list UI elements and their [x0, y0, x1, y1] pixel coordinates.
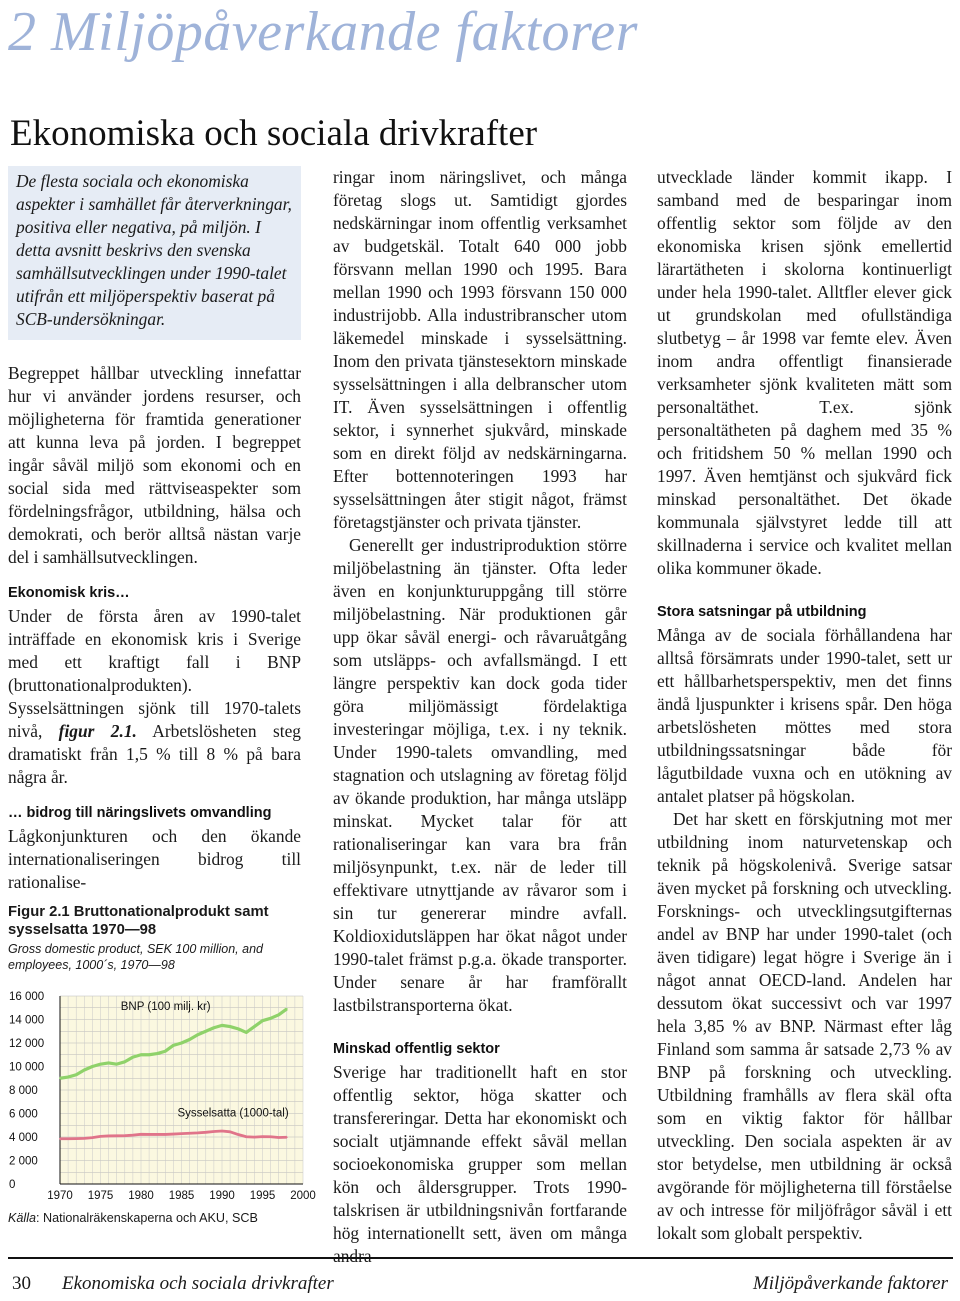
data-point	[124, 1061, 126, 1063]
data-point	[116, 1063, 118, 1065]
data-point	[140, 1054, 142, 1056]
data-point	[148, 1054, 150, 1056]
data-point	[132, 1134, 134, 1136]
subheading-ekonomisk-kris: Ekonomisk kris…	[8, 585, 130, 601]
data-point	[83, 1138, 85, 1140]
data-point	[245, 1032, 247, 1034]
data-point	[100, 1063, 102, 1065]
paragraph-rationalisering: ringar inom näringslivet, och många företag slogs ut. Samtidigt gjordes nedskärningar inom offentlig verksamhet av budgetskäl. Totalt 640 000 jobb försvann mellan 1990 och 1995. Bara mellan 1990 och 1993 försvann 150 000 industrijobb. Alla industribranscher utom läkemedel minskade i sysselsättning. Inom den privata tjänstesektorn minskade sysselsättningen i alla delbranscher utom IT. Även sysselsättningen i offentlig sektor, i synnerhet sjukvård, minskade som en direkt följd av nedskärningarna. Efter bottennoteringen 1993 har sysselsättningen åter stigit något, främst företagstjänster och privata tjänster.	[333, 167, 627, 532]
x-tick-label: 1980	[128, 1190, 154, 1202]
data-point	[237, 1028, 239, 1030]
subheading-naringsliv: … bidrog till näringslivets omvandling	[8, 805, 272, 821]
data-point	[164, 1050, 166, 1052]
footer-chapter-title: Miljöpåverkande faktorer	[752, 1273, 948, 1294]
column-2	[333, 166, 627, 1268]
x-tick-label: 1970	[47, 1190, 73, 1202]
data-point	[108, 1062, 110, 1064]
intro-box: De flesta sociala och ekonomiska aspekter i samhället får återverkningar, positiva eller negativa, på miljön. I detta avsnitt beskrivs den svenska samhällsutvecklingen under 1990-talet utifrån ett miljöperspektiv baserat på SCB-undersökningar.	[8, 166, 301, 340]
y-tick-label: 10 000	[9, 1061, 45, 1074]
data-point	[67, 1076, 69, 1078]
data-point	[262, 1020, 264, 1022]
data-point	[75, 1138, 77, 1140]
data-point	[148, 1134, 150, 1136]
x-tick-label: 1975	[87, 1190, 114, 1202]
data-point	[75, 1074, 77, 1076]
paragraph-offentlig-sektor: Sverige har traditionellt haft en stor offentlig sektor, höga skatter och transfereringar. Detta har ekonomiskt och socialt utjämnande effekt såväl mellan socioekonomiska grupper som mellan kön och åldersgrupper. Trots 1990-talskrisen är utbildningsnivån fortfarande hög internationellt sett, även om många andra	[333, 1062, 627, 1266]
data-point	[221, 1130, 223, 1132]
source-text: : Nationalräkenskaperna och AKU, SCB	[36, 1211, 258, 1225]
figure-source	[8, 1211, 258, 1225]
y-tick-label: 6 000	[9, 1108, 38, 1121]
data-point	[221, 1024, 223, 1026]
data-point	[181, 1133, 183, 1135]
y-tick-label: 2 000	[9, 1155, 38, 1168]
x-tick-label: 1985	[168, 1190, 195, 1202]
paragraph-lagkonjunktur: Lågkonjunkturen och den ökande internationaliseringen bidrog till rationalise-	[8, 826, 301, 892]
y-tick-label: 4 000	[9, 1132, 38, 1144]
data-point	[286, 1008, 288, 1010]
paragraph-ekonomisk-kris-text-b: Arbetslösheten steg dramatiskt från 1,5 % till 8 % på bara några år.	[8, 721, 301, 787]
data-point	[156, 1053, 158, 1055]
data-point	[278, 1014, 280, 1016]
paragraph-forskning: Det har skett en förskjutning mot mer utbildning inom naturvetenskap och teknik på högskolenivå. Sverige satsar även mycket på forskning och utveckling. Forsknings- och utvecklingsutgifternas andel av BNP har under 1990-talet (och även tidigare) legat högre i Sverige än i något annat OECD-land. Andelen har dessutom ökat successivt och var 1997 hela 3,85 % av BNP. Närmast efter låg Finland som samma år satsade 2,73 % av BNP på forskning och utveckling. Utbildning framhålls av flera skäl ofta som en viktig faktor för hållbar utveckling. Den sociala aspekten är av stor betydelse, men utbildning är också avgörande för möjligheterna till förståelse av och intresse för miljöfrågor såväl i ett lokalt som globalt perspektiv.	[657, 809, 952, 1243]
y-tick-label: 8 000	[9, 1085, 38, 1097]
data-point	[100, 1136, 102, 1138]
data-point	[92, 1137, 94, 1139]
y-tick-label: 16 000	[9, 991, 45, 1003]
data-point	[229, 1131, 231, 1133]
paragraph-utbildningsniva: utvecklade länder kommit ikapp. I samband med de besparingar inom offentlig sektor som följde av den ekonomiska krisen sjönk emellertid lärartätheten i skolorna kontinuerligt under hela 1990-talet. Alltfler elever gick ut grundskolan med ofullständiga slutbetyg – år 1998 var femte elev. Även inom andra offentligt finansierade verksamheter sjönk kvaliteten mätt som personaltäthet. T.ex. sjönk personaltätheten på daghem med 35 % och fritidshem 50 % mellan 1990 och 1997. Även hemtjänst och sjukvård fick minskad personaltäthet. Det ökade kommunala självstyret ledde till att skillnaderna i service och kvalitet mellan olika kommuner ökade.	[657, 167, 952, 578]
figure-subtitle: Gross domestic product, SEK 100 million, and employees, 1000´s, 1970—98	[8, 942, 263, 972]
data-point	[205, 1030, 207, 1032]
footer-rule	[8, 1257, 953, 1259]
data-point	[254, 1026, 256, 1028]
chart	[8, 988, 316, 1210]
data-point	[140, 1133, 142, 1135]
data-point	[67, 1138, 69, 1140]
data-point	[213, 1131, 215, 1133]
data-point	[132, 1056, 134, 1058]
y-tick-label: 12 000	[9, 1038, 45, 1050]
paragraph-hallbar-utveckling: Begreppet hållbar utveckling innefattar hur vi använder jordens resurser, och möjligheterna för framtida generationer att kunna leva på jorden. I begreppet ingår såväl miljö som ekonomi och en social sida med rättviseaspekter som fördelningsfrågor, utbildning, hälsa och demokrati, och berör alltså nästan varje del i samhällsutvecklingen.	[8, 363, 301, 567]
paragraph-ekonomisk-kris	[8, 605, 301, 789]
data-point	[229, 1026, 231, 1028]
data-point	[124, 1135, 126, 1137]
footer-section-title: Ekonomiska och sociala drivkrafter	[62, 1273, 334, 1294]
x-tick-label: 2000	[290, 1190, 316, 1202]
subheading-offentlig-sektor: Minskad offentlig sektor	[333, 1041, 500, 1057]
data-point	[189, 1132, 191, 1134]
source-label: Källa	[8, 1211, 37, 1225]
paragraph-ekonomisk-kris-text-a: Under de första åren av 1990-talet inträffade en ekonomisk kris i Sverige med ett kraftigt fall i BNP (bruttonationalprodukten). Sysselsättningen sjönk till 1970-talets nivå,	[8, 606, 301, 741]
figure-2-1	[8, 903, 316, 1225]
figure-title: Figur 2.1 Bruttonationalprodukt samt sysselsatta 1970—98	[8, 904, 269, 938]
data-point	[156, 1134, 158, 1136]
data-point	[59, 1077, 61, 1079]
column-1	[8, 166, 301, 894]
data-point	[164, 1134, 166, 1136]
figure-reference: figur 2.1.	[58, 721, 137, 741]
data-point	[213, 1027, 215, 1029]
y-tick-label: 0	[9, 1179, 16, 1191]
data-point	[254, 1136, 256, 1138]
data-point	[189, 1039, 191, 1041]
data-point	[270, 1017, 272, 1019]
data-point	[286, 1136, 288, 1138]
series-label-bnp: BNP (100 milj. kr)	[120, 1001, 211, 1014]
subheading-utbildning: Stora satsningar på utbildning	[657, 604, 867, 620]
data-point	[108, 1135, 110, 1137]
paragraph-utbildningssatsningar: Många av de sociala förhållandena har alltså försämrats under 1990-talet, sett ur ett hållbarhetsperspektiv, men det finns ändå ljuspunkter i krisens spår. Den höga arbetslösheten möttes med stora utbildningssatsningar både för lågutbildade vuxna och en utökning av antalet platser på högskolan.	[657, 625, 952, 806]
page-number: 30	[12, 1273, 31, 1294]
data-point	[173, 1044, 175, 1046]
data-point	[270, 1136, 272, 1138]
chapter-title: 2 Miljöpåverkande faktorer	[8, 1, 638, 63]
data-point	[181, 1042, 183, 1044]
x-tick-label: 1995	[249, 1190, 276, 1202]
column-3	[657, 166, 952, 1245]
data-point	[116, 1135, 118, 1137]
section-title: Ekonomiska och sociala drivkrafter	[10, 113, 538, 154]
x-tick-label: 1990	[209, 1190, 235, 1202]
series-label-sysselsatta: Sysselsatta (1000-tal)	[177, 1107, 289, 1120]
y-tick-label: 14 000	[9, 1014, 45, 1027]
data-point	[197, 1132, 199, 1134]
paragraph-miljobelastning: Generellt ger industriproduktion större miljöbelastning än tjänster. Ofta leder även en konjunkturuppgång till större miljöbelastning. När produktionen går upp ökar såväl energi- och råvaruåtgång som utsläpps- och avfallsmängd. I ett längre perspektiv kan dock goda tider göra miljömässigt fördelaktiga investeringar möjliga, t.ex. i ny teknik. Under 1990-talets omvandling, med stagnation och utslagning av företag följd av ökande produktion, har många utsläpp minskat. Mycket talar för att rationaliseringar kan vara bra från miljösynpunkt, t.ex. när de leder till effektivare utnyttjande av råvaror som i sin tur genererar mindre avfall. Koldioxidutsläppen har ökat något under 1990-talet främst p.g.a. ökade transporter. Under senare år har framförallt lastbilstransporterna ökat.	[333, 535, 627, 1015]
data-point	[237, 1134, 239, 1136]
data-point	[59, 1138, 61, 1140]
data-point	[278, 1137, 280, 1139]
data-point	[245, 1136, 247, 1138]
data-point	[173, 1133, 175, 1135]
data-point	[92, 1066, 94, 1068]
data-point	[262, 1136, 264, 1138]
data-point	[83, 1069, 85, 1071]
data-point	[197, 1034, 199, 1036]
data-point	[205, 1131, 207, 1133]
